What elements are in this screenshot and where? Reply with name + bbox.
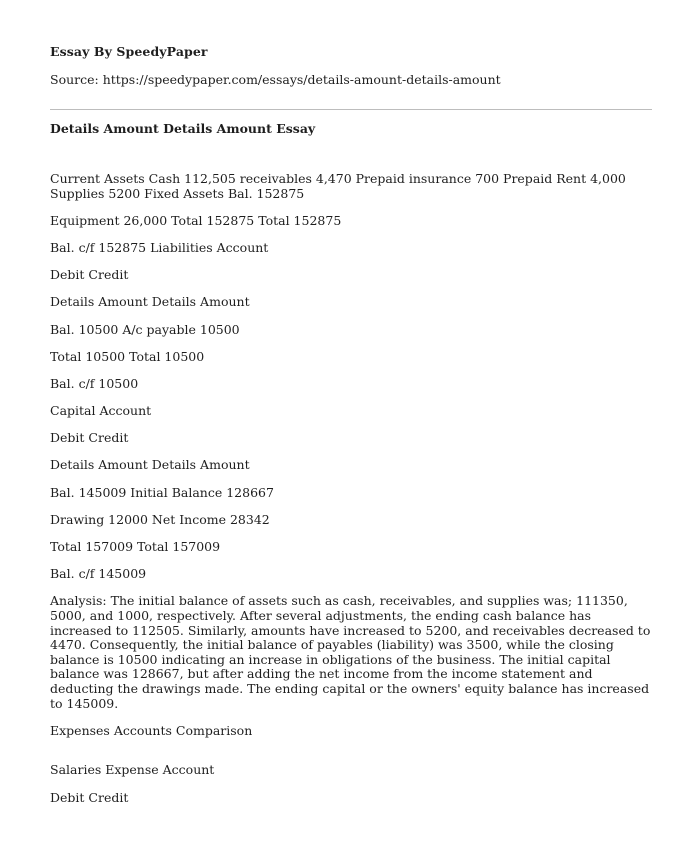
paragraph: Debit Credit [50, 789, 129, 805]
section-heading: Expenses Accounts Comparison [50, 722, 253, 738]
divider [50, 109, 652, 110]
analysis-paragraph: Analysis: The initial balance of assets such as cash, receivables, and supplies was; 111350, 5000, and 1000, respectively. After several adjustments, the ending cash balance has increased to 112505. Similarly, amounts have increased to 5200, and receivables decreased to 4470. Consequently, the initial balance of payables (liability) was 3500, while the closing balance is 10500 indicating an increase in obligations of the business. The initial capital balance was 128667, but after adding the net income from the income statement and deducting the drawings made. The ending capital or the owners' equity balance has increased to 145009. [50, 593, 651, 711]
paragraph: Salaries Expense Account [50, 762, 215, 778]
paragraph: Details Amount Details Amount [50, 294, 250, 310]
essay-title: Details Amount Details Amount Essay [50, 121, 316, 136]
document-header-title: Essay By SpeedyPaper [50, 44, 208, 59]
paragraph: Bal. 145009 Initial Balance 128667 [50, 484, 274, 500]
source-line: Source: https://speedypaper.com/essays/details-amount-details-amount [50, 72, 501, 87]
paragraph: Details Amount Details Amount [50, 457, 250, 473]
essay-body [50, 172, 655, 818]
paragraph: Bal. c/f 145009 [50, 566, 147, 582]
paragraph: Drawing 12000 Net Income 28342 [50, 511, 270, 527]
paragraph: Total 10500 Total 10500 [50, 348, 205, 364]
paragraph: Current Assets Cash 112,505 receivables 4,470 Prepaid insurance 700 Prepaid Rent 4,000 Supplies 5200 Fixed Assets Bal. 152875 [50, 171, 626, 201]
paragraph: Bal. c/f 152875 Liabilities Account [50, 239, 269, 255]
paragraph: Bal. 10500 A/c payable 10500 [50, 321, 240, 337]
paragraph: Debit Credit [50, 430, 129, 446]
paragraph: Total 157009 Total 157009 [50, 539, 221, 555]
paragraph: Debit Credit [50, 267, 129, 283]
paragraph: Capital Account [50, 403, 152, 419]
paragraph: Bal. c/f 10500 [50, 375, 139, 391]
paragraph: Equipment 26,000 Total 152875 Total 152875 [50, 212, 342, 228]
